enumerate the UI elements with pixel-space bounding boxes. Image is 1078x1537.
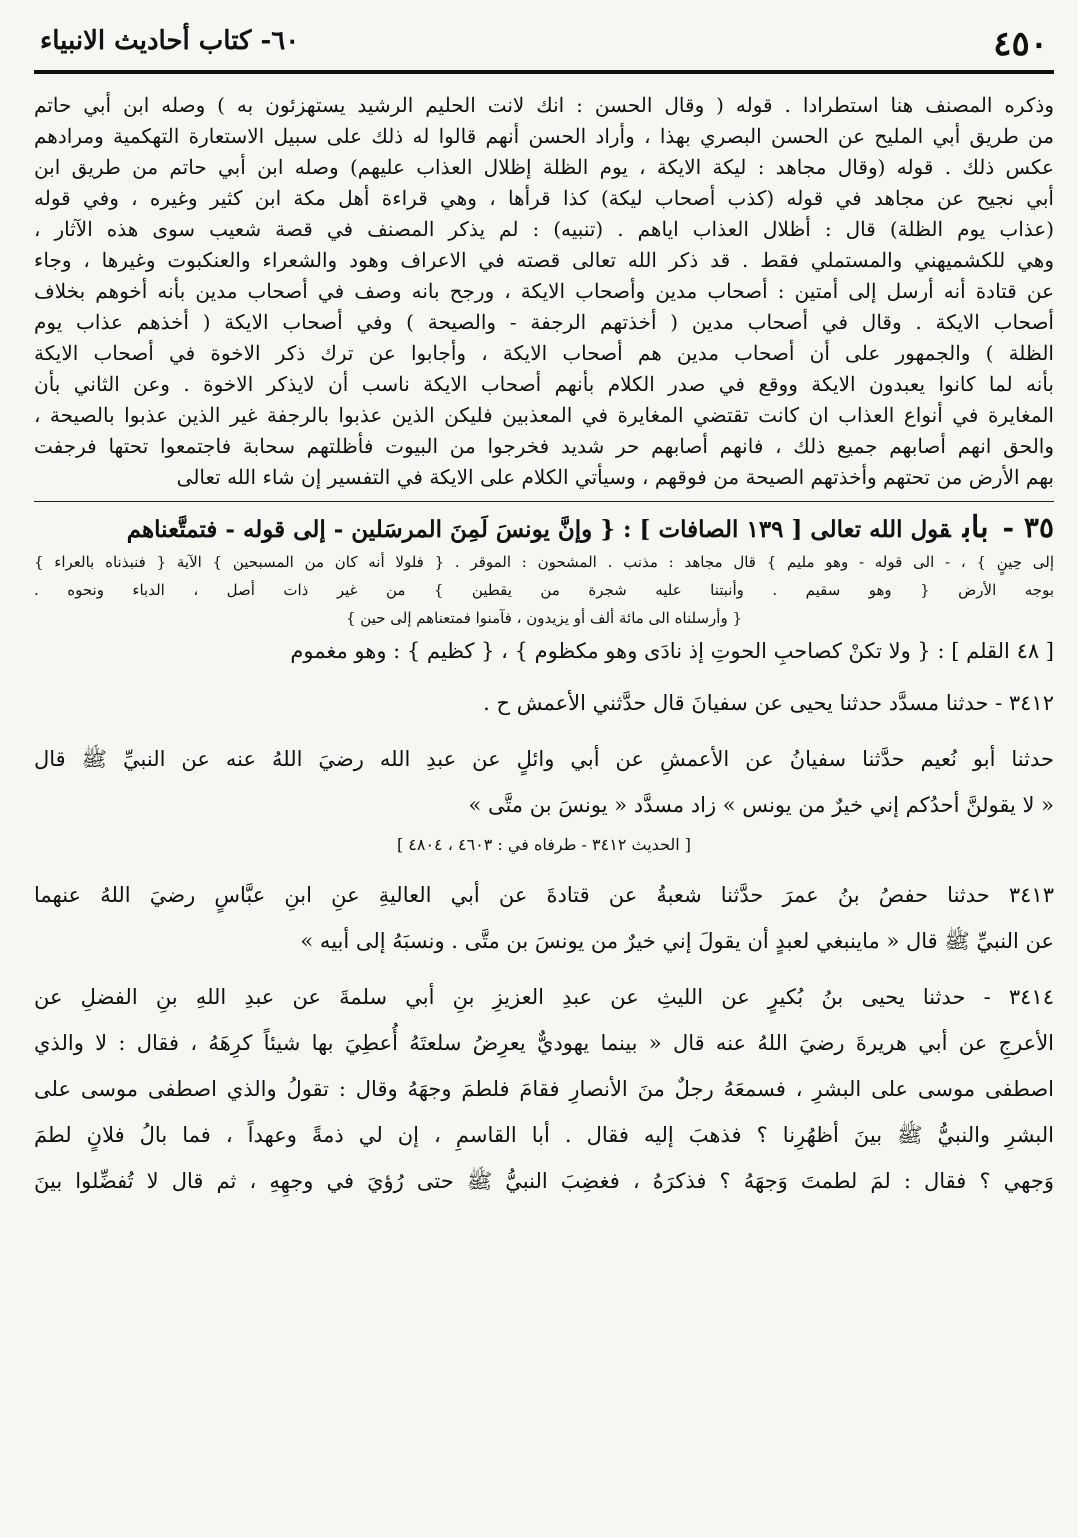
hadith-crossref: [ الحديث ٣٤١٢ - طرفاه في : ٤٦٠٣ ، ٤٨٠٤ ] xyxy=(396,835,692,854)
hadith-line: عن النبيِّ ﷺ قال « ماينبغي لعبدٍ أن يقولَ إني خيرٌ من يونسَ بن متَّى . ونسبَهُ إلى أبيه » xyxy=(300,929,1054,953)
commentary-line: والحق انهم أصابهم جميع ذلك ، فانهم أصابهم حر شديد فخرجوا من البيوت فأظلتهم سحابة فاجتمعوا تحتها فرجفت xyxy=(34,434,1054,458)
chapter-heading xyxy=(34,508,1054,670)
hadith-block xyxy=(34,872,1054,964)
commentary-line: عن قتادة أنه أرسل إلى أمتين : أصحاب مدين وأصحاب الايكة ، ورجح بانه وصف في أصحاب مدين بأنه أخوهم بخلاف xyxy=(34,279,1054,303)
commentary-line: وذكره المصنف هنا استطرادا . قوله ( وقال الحسن : انك لانت الحليم الرشيد يستهزئون به ) وصله ابن أبي حاتم xyxy=(34,93,1054,117)
chapter-verse-line: { وأرسلناه الى مائة ألف أو يزيدون ، فآمنوا فمتعناهم إلى حين } xyxy=(345,609,743,627)
chapter-verse-line: إلى حِينٍ } ، - الى قوله - وهو مليم } قال مجاهد : مذنب . المشحون : الموقر . { فلولا أنه كان من المسبحين } الآية { فنبذناه بالعراء } xyxy=(34,553,1054,571)
commentary-line: وهي للكشميهني والمستملي فقط . قد ذكر الله تعالى قصته في الاعراف وهود والشعراء والعنكبوت وغيرها ، وجاء xyxy=(34,248,1054,272)
commentary-line: بأنه لما كانوا يعبدون الايكة ووقع في صدر الكلام بأنهم أصحاب الايكة ناسب أن لايذكر الاخوة . وعن الثاني بأن xyxy=(34,372,1054,396)
chapter-title-line xyxy=(34,508,1054,548)
hadith-line: ٣٤١٣ حدثنا حفصُ بنُ عمرَ حدَّثنا شعبةُ عن قتادةَ عن أبي العاليةِ عنِ ابنِ عبَّاسٍ رضيَ اللهُ عنهما xyxy=(34,883,1054,907)
hadith-line: البشرِ والنبيُّ ﷺ بينَ أظهُرِنا ؟ فذهبَ إليه فقال . أبا القاسمِ ، إن لي ذمةً وعهداً ، فما بالُ فلانٍ لطمَ xyxy=(34,1123,1054,1147)
commentary-line: المغايرة في أنواع العذاب ان كانت تقتضي المغايرة في المعذبين فليكن الذين عذبوا بالرجفة غير الذين عذبوا بالصيحة ، xyxy=(34,403,1054,427)
page-body xyxy=(34,90,1054,1204)
page-number: ٤٥٠ xyxy=(993,24,1048,64)
hadith-line: حدثنا أبو نُعيم حدَّثنا سفيانُ عن الأعمشِ عن أبي وائلٍ عن عبدِ الله رضيَ اللهُ عنه عن النبيِّ ﷺ قال xyxy=(34,747,1054,771)
header-rule xyxy=(34,70,1054,74)
commentary-line: أصحاب الايكة . وقال في أصحاب مدين ( أخذتهم الرجفة - والصيحة ) وفي أصحاب الايكة ( أخذهم عذاب يوم xyxy=(34,310,1054,334)
chapter-title: قول الله تعالى [ ١٣٩ الصافات ] : { وإنَّ يونسَ لَمِنَ المرسَلين - إلى قوله - فتمتَّعناهم xyxy=(126,516,951,543)
hadith-line: اصطفى موسى على البشرِ ، فسمعَهُ رجلٌ منَ الأنصارِ فقامَ فلطمَ وجهَهُ وقال : تقولُ والذي اصطفى موسى على xyxy=(34,1077,1054,1101)
chapter-number: ٣٥ - xyxy=(1002,511,1054,544)
hadith-block xyxy=(34,736,1054,862)
commentary-line: أبي نجيح عن مجاهد في قوله (كذب أصحاب ليكة) كذا قرأها ، وهي قراءة أهل مكة ابن كثير وغيره ، وفي قوله xyxy=(34,186,1054,210)
hadith-block xyxy=(34,974,1054,1204)
commentary-line: الظلة ) والجمهور على أن أصحاب مدين هم أصحاب الايكة ، وأجابوا عن ترك ذكر الاخوة في أصحاب الايكة xyxy=(34,341,1054,365)
chapter-gloss-line: بوجه الأرض { وهو سقيم . وأنبتنا عليه شجرة من يقطين } من غير ذات أصل ، الدباء ونحوه . xyxy=(34,581,1054,599)
commentary-line: بهم الأرض من تحتهم وأخذتهم الصيحة من فوقهم ، وسيأتي الكلام على الايكة في التفسير إن شاء الله تعالى xyxy=(176,465,1054,489)
commentary-line: عكس ذلك . قوله (وقال مجاهد : ليكة الايكة ، يوم الظلة إظلال العذاب عليهم) وصله ابن أبي حاتم من طريق ابن xyxy=(34,155,1054,179)
commentary-line: من طريق أبي المليح عن الحسن البصري بهذا ، وأراد الحسن أنهم قالوا له ذلك على سبيل الاستعارة التهكمية ومرادهم xyxy=(34,124,1054,148)
hadith-block xyxy=(34,680,1054,726)
sura-reference: [ ٤٨ القلم ] : { ولا تكنْ كصاحبِ الحوتِ إذ نادَى وهو مكظوم } ، { كظيم } : وهو مغموم xyxy=(290,639,1054,663)
hadith-line: وَجهي ؟ فقال : لمَ لطمتَ وَجهَهُ ؟ فذكرَهُ ، فغضِبَ النبيُّ ﷺ حتى رُؤيَ في وجهِهِ ، ثم قال لا تُفضِّلوا بينَ xyxy=(34,1169,1054,1193)
commentary-line: (عذاب يوم الظلة) قال : أظلال العذاب اياهم . (تنبيه) : لم يذكر المصنف في قصة شعيب سوى هذه الآثار ، xyxy=(34,217,1054,241)
section-divider xyxy=(34,501,1054,502)
page-header xyxy=(34,20,1054,70)
hadith-line: ٣٤١٤ - حدثنا يحيى بنُ بُكيرٍ عن الليثِ عن عبدِ العزيزِ بنِ أبي سلمةَ عن عبدِ اللهِ بنِ الفضلِ عن xyxy=(34,985,1054,1009)
book-page xyxy=(34,20,1054,1520)
hadith-line: ٣٤١٢ - حدثنا مسدَّد حدثنا يحيى عن سفيانَ قال حدَّثني الأعمش ح . xyxy=(483,691,1054,715)
hadith-line: « لا يقولنَّ أحدُكم إني خيرٌ من يونس » زاد مسدَّد « يونسَ بن متَّى » xyxy=(468,793,1054,817)
commentary xyxy=(34,90,1054,493)
hadith-line: الأعرجِ عن أبي هريرةَ رضيَ اللهُ عنه قال « بينما يهوديٌّ يعرِضُ سلعتَهُ أُعطِيَ بها شيئاً كرِهَهُ ، فقال : لا والذي xyxy=(34,1031,1054,1055)
running-title: ٦٠- كتاب أحاديث الانبياء xyxy=(40,26,300,56)
chapter-bab: باب xyxy=(962,510,989,545)
